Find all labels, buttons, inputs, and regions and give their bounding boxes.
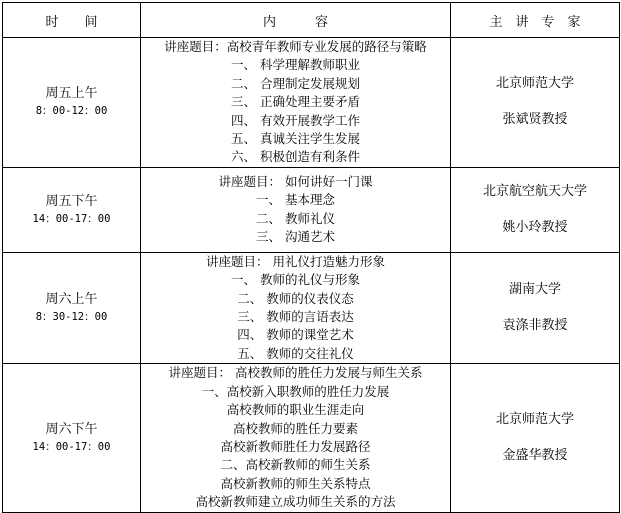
expert-cell: [451, 364, 620, 512]
hours-label: 14：00-17：00: [32, 212, 111, 225]
institution-label: 北京师范大学: [495, 411, 574, 427]
professor-label: 姚小玲教授: [502, 219, 568, 235]
header-time-label: 时 间: [45, 14, 98, 30]
expert-cell: [451, 252, 620, 363]
lecture-item: 高校新教师建立成功师生关系的方法: [195, 494, 396, 510]
header-expert-label: 主 讲 专 家: [489, 14, 581, 30]
content-cell: [141, 252, 451, 363]
table-row: [3, 252, 620, 363]
lecture-title: 讲座题目： 高校教师的胜任力发展与师生关系: [168, 365, 423, 381]
lecture-item: 二、高校新教师的师生关系: [220, 457, 371, 473]
lecture-item: 二、 合理制定发展规划: [231, 75, 360, 91]
header-content-label: 内 容: [262, 14, 328, 30]
lecture-item: 六、 积极创造有利条件: [231, 149, 360, 165]
lecture-item: 一、高校新入职教师的胜任力发展: [201, 383, 390, 399]
table-row: [3, 38, 620, 168]
time-cell: [3, 38, 141, 168]
day-label: 周五上午: [45, 86, 98, 102]
lecture-item: 二、 教师的仪表仪态: [237, 290, 354, 306]
lecture-item: 一、 基本理念: [256, 192, 335, 208]
hours-label: 14：00-17：00: [32, 440, 111, 453]
professor-label: 金盛华教授: [502, 447, 568, 463]
lecture-item: 五、 真诚关注学生发展: [231, 131, 360, 147]
content-cell: [141, 38, 451, 168]
day-label: 周六上午: [45, 292, 98, 308]
lecture-item: 高校教师的胜任力要素: [232, 420, 358, 436]
lecture-item: 三、 教师的言语表达: [237, 309, 354, 325]
lecture-item: 一、 科学理解教师职业: [231, 57, 360, 73]
schedule-table: [2, 2, 620, 513]
content-cell: [141, 167, 451, 252]
expert-cell: [451, 167, 620, 252]
professor-label: 袁涤非教授: [502, 318, 568, 334]
lecture-item: 高校教师的职业生涯走向: [226, 402, 365, 418]
lecture-item: 三、 正确处理主要矛盾: [231, 94, 360, 110]
time-cell: [3, 252, 141, 363]
table-row: [3, 364, 620, 512]
header-expert: [451, 3, 620, 38]
lecture-item: 高校新教师的师生关系特点: [220, 475, 371, 491]
institution-label: 湖南大学: [508, 282, 561, 298]
time-cell: [3, 167, 141, 252]
header-time: [3, 3, 141, 38]
lecture-item: 一、 教师的礼仪与形象: [231, 272, 360, 288]
expert-cell: [451, 38, 620, 168]
lecture-title: 讲座题目：高校青年教师专业发展的路径与策略: [164, 39, 427, 54]
table-row: [3, 167, 620, 252]
hours-label: 8：30-12：00: [35, 311, 108, 324]
lecture-title: 讲座题目： 用礼仪打造魅力形象: [206, 253, 385, 269]
header-content: [141, 3, 451, 38]
lecture-item: 五、 教师的交往礼仪: [237, 345, 354, 361]
content-cell: [141, 364, 451, 512]
lecture-item: 四、 教师的课堂艺术: [237, 327, 354, 343]
time-cell: [3, 364, 141, 512]
institution-label: 北京师范大学: [495, 76, 574, 92]
hours-label: 8：00-12：00: [35, 105, 108, 118]
professor-label: 张斌贤教授: [502, 112, 568, 128]
header-row: [3, 3, 620, 38]
lecture-item: 四、 有效开展教学工作: [231, 112, 360, 128]
day-label: 周六下午: [45, 421, 98, 437]
day-label: 周五下午: [45, 193, 98, 209]
lecture-title: 讲座题目： 如何讲好一门课: [218, 174, 373, 190]
lecture-item: 二、 教师礼仪: [256, 210, 335, 226]
institution-label: 北京航空航天大学: [482, 183, 587, 199]
lecture-item: 高校新教师胜任力发展路径: [220, 438, 371, 454]
lecture-item: 三、 沟通艺术: [256, 229, 335, 245]
